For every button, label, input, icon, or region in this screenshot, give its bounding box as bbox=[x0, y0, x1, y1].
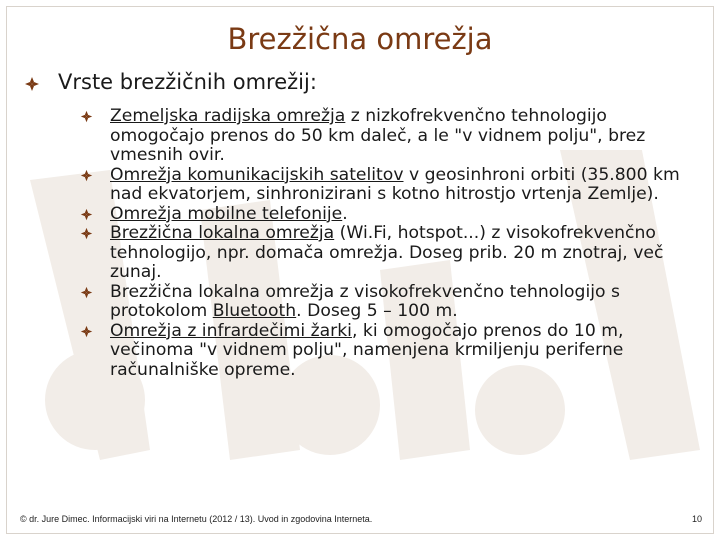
page-number: 10 bbox=[691, 514, 702, 524]
list-item bbox=[80, 166, 700, 205]
list-item bbox=[80, 322, 700, 381]
slide-title: Brezžična omrežja bbox=[227, 22, 493, 56]
list-item bbox=[80, 107, 700, 166]
main-bullet-text: Vrste brezžičnih omrežij: bbox=[58, 70, 317, 94]
item-text: (Wi.Fi, hotspot...) z visokofrekvenčno tehnologijo, npr. domača omrežja. Doseg prib. 20 m znotraj, več zunaj. bbox=[110, 223, 664, 282]
hyperlink[interactable]: Omrežja komunikacijskih satelitov bbox=[110, 164, 404, 185]
diamond-bullet-icon bbox=[80, 325, 93, 338]
diamond-bullet-icon bbox=[24, 76, 40, 92]
item-text: . Doseg 5 – 100 m. bbox=[296, 301, 458, 321]
item-text: Brezžična lokalna omrežja z visokofrekvenčno tehnologijo s protokolom bbox=[110, 281, 620, 321]
footer-text: © dr. Jure Dimec. Informacijski viri na Internetu (2012 / 13). Uvod in zgodovina Interneta. bbox=[20, 514, 373, 524]
list-item bbox=[80, 224, 700, 283]
diamond-bullet-icon bbox=[80, 208, 93, 221]
diamond-bullet-icon bbox=[80, 286, 93, 299]
item-text: z nizkofrekvenčno tehnologijo omogočajo prenos do 50 km daleč, a le "v vidnem polju", brez vmesnih ovir. bbox=[110, 106, 646, 165]
sub-bullet-list bbox=[80, 107, 700, 380]
hyperlink[interactable]: Omrežja mobilne telefonije bbox=[110, 203, 343, 224]
list-item bbox=[80, 205, 700, 225]
hyperlink[interactable]: Brezžična lokalna omrežja bbox=[110, 223, 335, 243]
diamond-bullet-icon bbox=[80, 227, 93, 240]
diamond-bullet-icon bbox=[80, 169, 93, 182]
item-text: , ki omogočajo prenos do 10 m, večinoma "v vidnem polju", namenjena krmiljenju periferne računalniške opreme. bbox=[110, 320, 624, 380]
list-item bbox=[80, 283, 700, 322]
item-text: v geosinhroni orbiti (35.800 km nad ekvatorjem, sinhronizirani s kotno hitrostjo vrtenja Zemlje). bbox=[110, 164, 680, 204]
hyperlink[interactable]: Omrežja z infrardečimi žarki bbox=[110, 320, 352, 341]
item-text: . bbox=[342, 203, 348, 224]
hyperlink[interactable]: Zemeljska radijska omrežja bbox=[110, 106, 346, 126]
hyperlink[interactable]: Bluetooth bbox=[212, 301, 297, 321]
diamond-bullet-icon bbox=[80, 110, 93, 123]
